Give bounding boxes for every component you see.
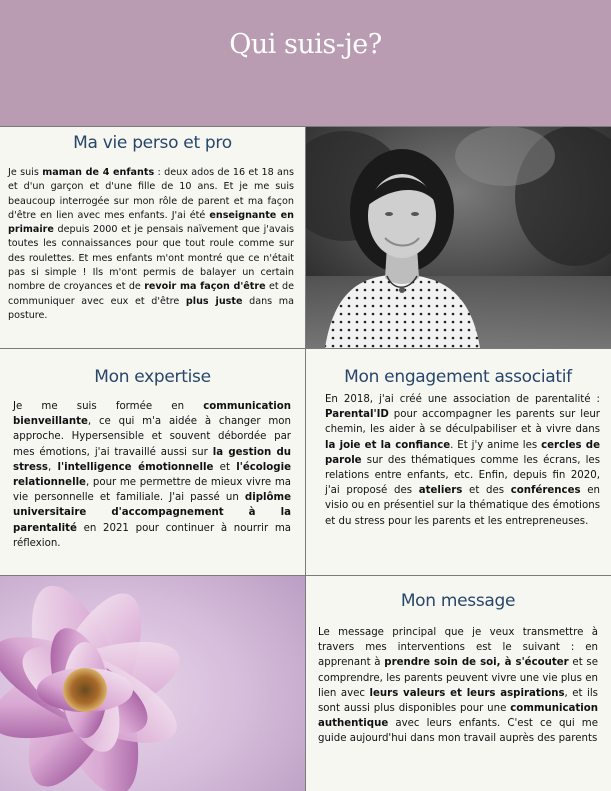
- body-text: sur des thématiques comme les écrans, les relations entre enfants, etc. Enfin, depuis fin 2020, j'ai proposé des: [325, 454, 600, 497]
- emphasis-text: ateliers: [418, 485, 463, 497]
- emphasis-text: la joie et la confiance: [325, 439, 451, 451]
- emphasis-text: cercles de parole: [325, 439, 600, 466]
- section-engagement-title: Mon engagement associatif: [344, 367, 572, 387]
- section-engagement: [305, 348, 611, 575]
- body-text: Je suis: [8, 167, 43, 178]
- section-message: [305, 575, 611, 791]
- body-text: et des: [462, 485, 511, 497]
- body-text: ,: [48, 461, 58, 473]
- flower-photo-image: [0, 575, 305, 791]
- body-text: Le message principal que je veux transmettre à travers mes interventions est le suivant : en apprenant à: [318, 627, 598, 669]
- section-expertise-title: Mon expertise: [94, 367, 211, 387]
- section-perso-text: [8, 166, 294, 323]
- portrait-photo: [305, 126, 611, 348]
- emphasis-text: la gestion du stress: [13, 446, 291, 473]
- divider-horizontal-3: [0, 126, 611, 127]
- section-expertise: [0, 348, 305, 575]
- divider-vertical: [305, 126, 306, 791]
- body-text: , pour me permettre de mieux vivre ma vie personnelle et familiale. J'ai passé un: [13, 477, 291, 504]
- section-expertise-text: [13, 399, 291, 551]
- section-perso-title: Ma vie perso et pro: [73, 133, 232, 153]
- body-text: et se comprendre, les parents peuvent vivre une vie plus en lien avec: [318, 657, 599, 699]
- emphasis-text: maman de 4 enfants: [42, 167, 155, 178]
- body-text: pour accompagner les parents sur leur chemin, les aider à se déculpabiliser et à vivre dans: [325, 409, 600, 436]
- emphasis-text: leurs valeurs et leurs aspirations: [369, 687, 565, 699]
- divider-horizontal-2: [0, 575, 611, 576]
- emphasis-text: communication authentique: [318, 703, 598, 730]
- body-text: en 2021 pour continuer à nourrir ma réflexion.: [13, 522, 291, 549]
- body-text: dans ma posture.: [8, 295, 294, 321]
- body-text: . Et j'y anime les: [450, 439, 542, 451]
- section-engagement-text: [325, 392, 600, 529]
- section-message-title: Mon message: [400, 591, 516, 611]
- body-text: Je me suis formée en: [13, 401, 204, 412]
- body-text: , ce qui m'a aidée à changer mon approche. Hypersensible et souvent débordée par mes émotions, j'ai travaillé aussi sur: [13, 416, 291, 458]
- body-text: : deux ados de 16 et 18 ans et d'un garçon et d'une fille de 10 ans. Et je me suis beaucoup interrogée sur mon rôle de parent et ma façon d'être en lien avec mes enfants. J'ai été: [8, 167, 295, 221]
- section-message-text: [318, 625, 598, 747]
- emphasis-text: prendre soin de soi, à s'écouter: [384, 657, 569, 669]
- emphasis-text: revoir ma façon d'être: [144, 281, 266, 293]
- emphasis-text: conférences: [510, 485, 581, 497]
- flower-photo: [0, 575, 305, 791]
- body-text: en visio ou en présentiel sur la thématique des émotions et du stress pour les parents et les entrepreneuses.: [325, 485, 600, 527]
- emphasis-text: Parental'ID: [325, 409, 389, 421]
- section-perso: [0, 126, 305, 348]
- body-text: et: [213, 461, 237, 473]
- body-text: depuis 2000 et je pensais naïvement que j'avais toutes les connaissances pour que tout roule comme sur des roulettes. Et mes enfants m'ont montré que ce n'était pas si simple ! Ils m'ont permis de balayer un certain nombre de croyances et de: [8, 224, 294, 293]
- emphasis-text: l'intelligence émotionnelle: [57, 461, 214, 473]
- emphasis-text: plus juste: [185, 295, 243, 307]
- portrait-photo-image: [305, 126, 611, 348]
- emphasis-text: l'écologie relationnelle: [13, 461, 291, 489]
- page-header: [0, 0, 611, 126]
- body-text: avec leurs enfants. C'est ce qui me guide aujourd'hui dans mon travail auprès des parents: [318, 718, 598, 745]
- body-text: et de communiquer avec eux et d'être: [8, 281, 295, 307]
- body-text: , et ils sont aussi plus disponibles pour une: [318, 687, 598, 715]
- emphasis-text: communication bienveillante: [13, 401, 291, 428]
- page-title: Qui suis-je?: [229, 29, 382, 60]
- emphasis-text: diplôme universitaire d'accompagnement à la parentalité: [13, 492, 291, 534]
- divider-horizontal-1: [0, 348, 611, 349]
- emphasis-text: enseignante en primaire: [8, 209, 294, 236]
- body-text: En 2018, j'ai créé une association de parentalité :: [325, 394, 600, 405]
